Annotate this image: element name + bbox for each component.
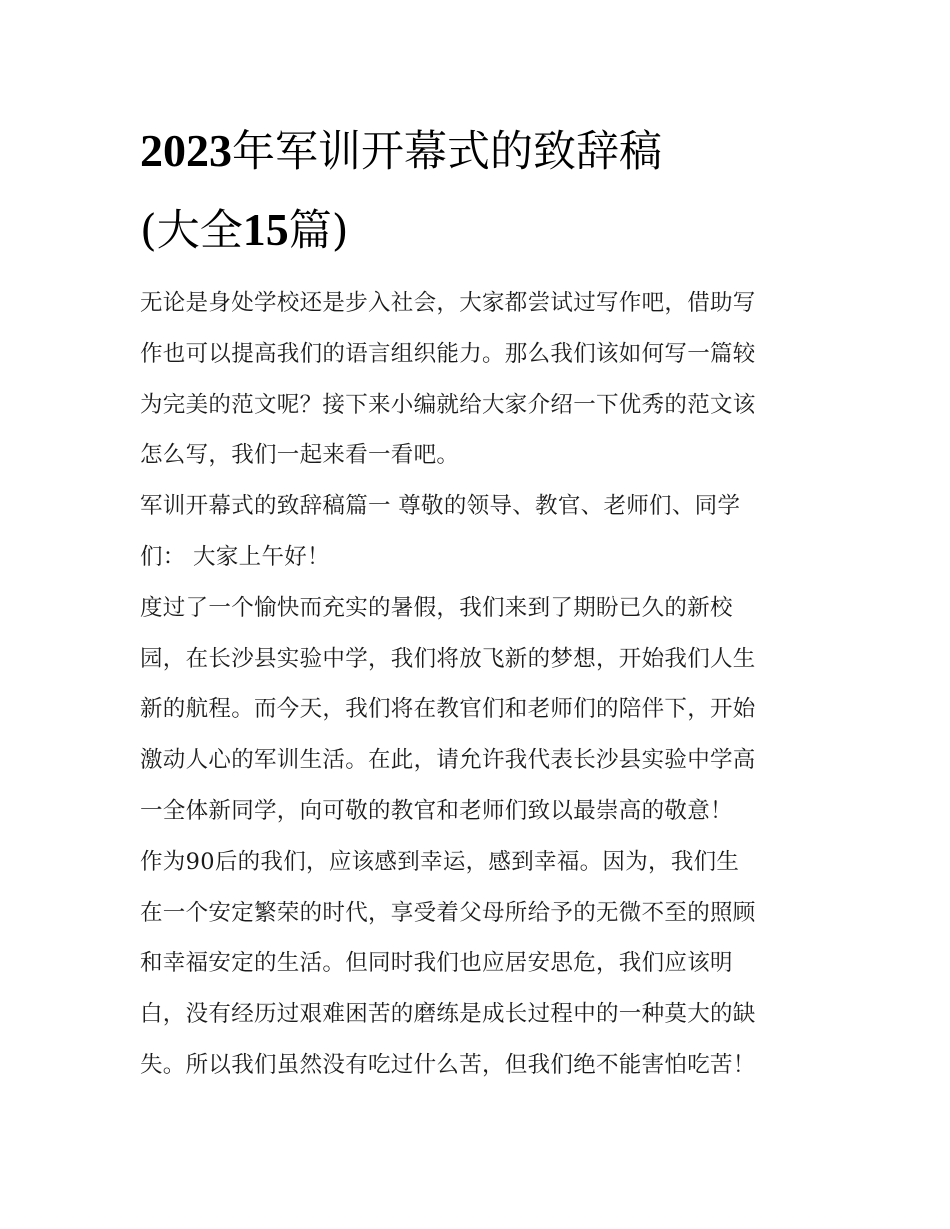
title-subtitle-close: 篇) bbox=[288, 206, 349, 256]
title-line-2 bbox=[140, 191, 820, 270]
body-line: 无论是身处学校还是步入社会，大家都尝试过写作吧，借助写 bbox=[140, 290, 756, 316]
document-content bbox=[140, 112, 820, 1091]
body-line: 为完美的范文呢？接下来小编就给大家介绍一下优秀的范文该 bbox=[140, 391, 756, 418]
body-line: 作也可以提高我们的语言组织能力。那么我们该如何写一篇较 bbox=[140, 340, 756, 367]
body-line: 在一个安定繁荣的时代，享受着父母所给予的无微不至的照顾 bbox=[140, 899, 756, 926]
body-line: 和幸福安定的生活。但同时我们也应居安思危，我们应该明 bbox=[140, 950, 733, 977]
document-body bbox=[140, 278, 820, 1091]
body-line: 一全体新同学，向可敬的教官和老师们致以最崇高的敬意！ bbox=[140, 797, 733, 824]
title-year: 2023 bbox=[140, 125, 232, 176]
body-line: 新的航程。而今天，我们将在教官们和老师们的陪伴下，开始 bbox=[140, 696, 756, 723]
title-subtitle-open: (大全 bbox=[140, 206, 243, 256]
body-line: 作为90后的我们，应该感到幸运，感到幸福。因为，我们生 bbox=[140, 848, 740, 875]
title-text: 年军训开幕式的致辞稿 bbox=[232, 127, 662, 177]
document-title bbox=[140, 112, 820, 270]
body-line: 怎么写，我们一起来看一看吧。 bbox=[140, 442, 460, 469]
title-count: 15 bbox=[242, 204, 289, 255]
body-line: 失。所以我们虽然没有吃过什么苦，但我们绝不能害怕吃苦！ bbox=[140, 1051, 756, 1078]
body-line: 们： 大家上午好！ bbox=[140, 543, 330, 570]
body-line: 白，没有经历过艰难困苦的磨练是成长过程中的一种莫大的缺 bbox=[140, 1001, 756, 1028]
body-line: 激动人心的军训生活。在此，请允许我代表长沙县实验中学高 bbox=[140, 747, 756, 774]
body-line: 园，在长沙县实验中学，我们将放飞新的梦想，开始我们人生 bbox=[140, 645, 756, 672]
title-line-1 bbox=[140, 112, 820, 191]
body-line: 度过了一个愉快而充实的暑假，我们来到了期盼已久的新校 bbox=[140, 594, 733, 621]
body-line: 军训开幕式的致辞稿篇一 尊敬的领导、教官、老师们、同学 bbox=[140, 493, 741, 520]
